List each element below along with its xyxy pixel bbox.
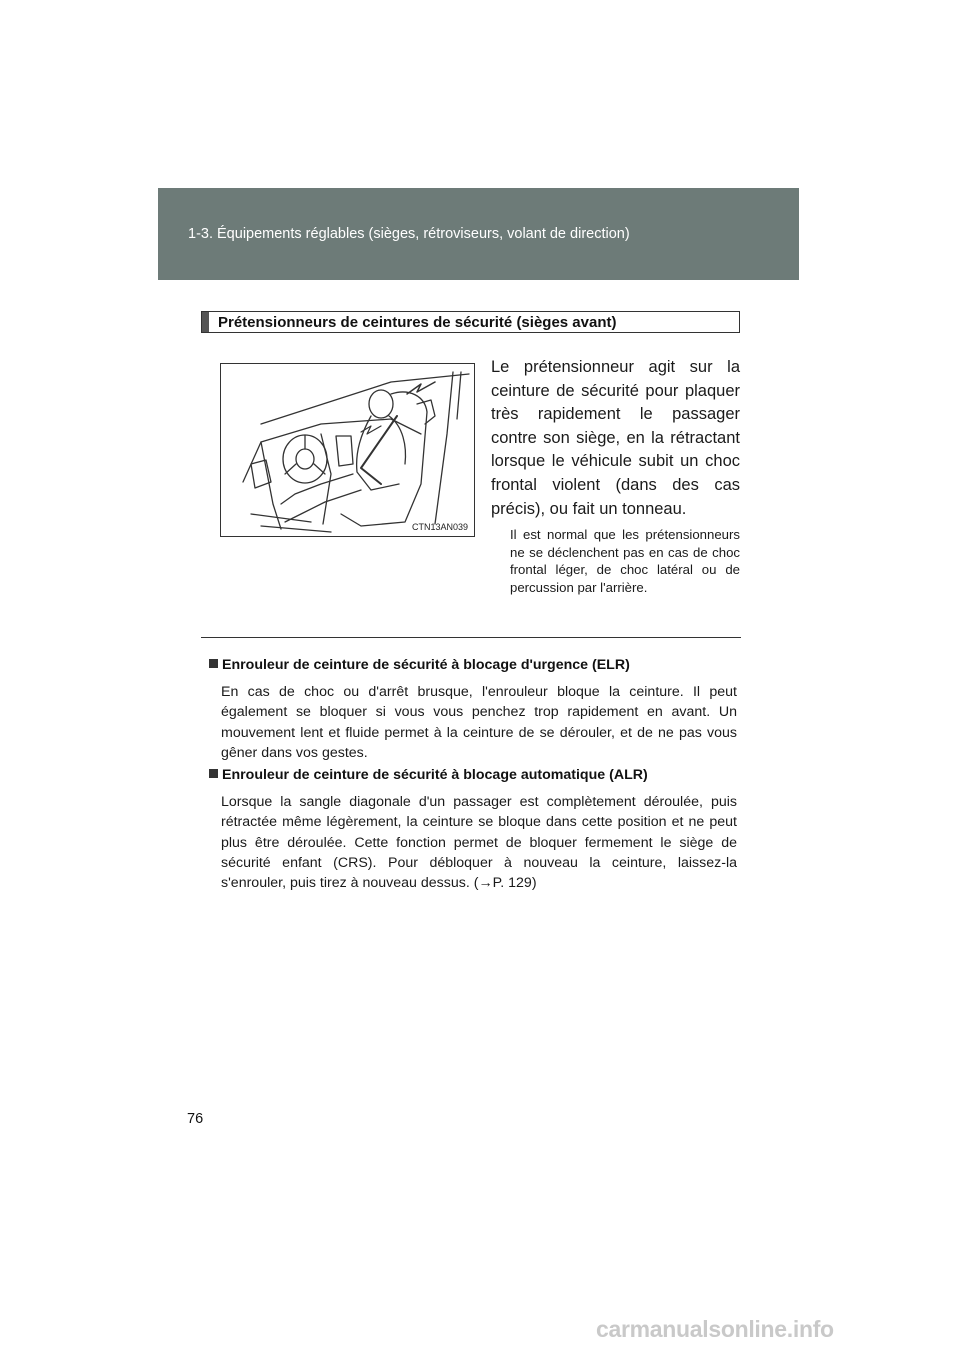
- square-bullet-icon: [209, 659, 218, 668]
- watermark: carmanualsonline.info: [596, 1316, 834, 1342]
- page-number: 76: [187, 1111, 204, 1127]
- section-heading: [201, 311, 740, 333]
- section-heading-marker: [202, 312, 209, 332]
- alr-title: Enrouleur de ceinture de sécurité à blocage automatique (ALR): [222, 767, 648, 783]
- elr-heading: [209, 657, 630, 673]
- elr-title: Enrouleur de ceinture de sécurité à blocage d'urgence (ELR): [222, 657, 630, 673]
- seat-belt-pretensioner-icon: [221, 364, 474, 536]
- chapter-header-band: [158, 188, 799, 280]
- alr-heading: [209, 767, 648, 783]
- section-title: Prétensionneurs de ceintures de sécurité (sièges avant): [218, 314, 617, 331]
- chapter-breadcrumb: 1-3. Équipements réglables (sièges, rétroviseurs, volant de direction): [188, 226, 630, 242]
- elr-body: En cas de choc ou d'arrêt brusque, l'enrouleur bloque la ceinture. Il peut également se bloquer si vous vous penchez trop rapidement en avant. Un mouvement lent et fluide permet à la ceinture de se dérouler, et de ne pas vous gêner dans vos gestes.: [221, 684, 737, 761]
- note-paragraph: Il est normal que les prétensionneurs ne se déclenchent pas en cas de choc frontal léger, de choc latéral ou de percussion par l'arrière.: [510, 527, 740, 595]
- pretensioner-figure: [220, 363, 475, 537]
- alr-body: Lorsque la sangle diagonale d'un passager est complètement déroulée, puis rétractée même légèrement, la ceinture se bloque dans cette position et ne peut plus être déroulée. Cette fonction permet de bloquer fermement le siège de sécurité enfant (CRS). Pour débloquer à nouveau la ceinture, laissez-la s'enrouler, puis tirez à nouveau dessus. (→P. 129): [221, 794, 737, 892]
- intro-paragraph: Le prétensionneur agit sur la ceinture de sécurité pour plaquer très rapidement le passager contre son siège, en la rétractant lorsque le véhicule subit un choc frontal violent (dans des cas précis), ou fait un tonneau.: [491, 358, 740, 518]
- square-bullet-icon: [209, 769, 218, 778]
- figure-code: CTN13AN039: [411, 522, 468, 532]
- section-divider: [201, 637, 741, 638]
